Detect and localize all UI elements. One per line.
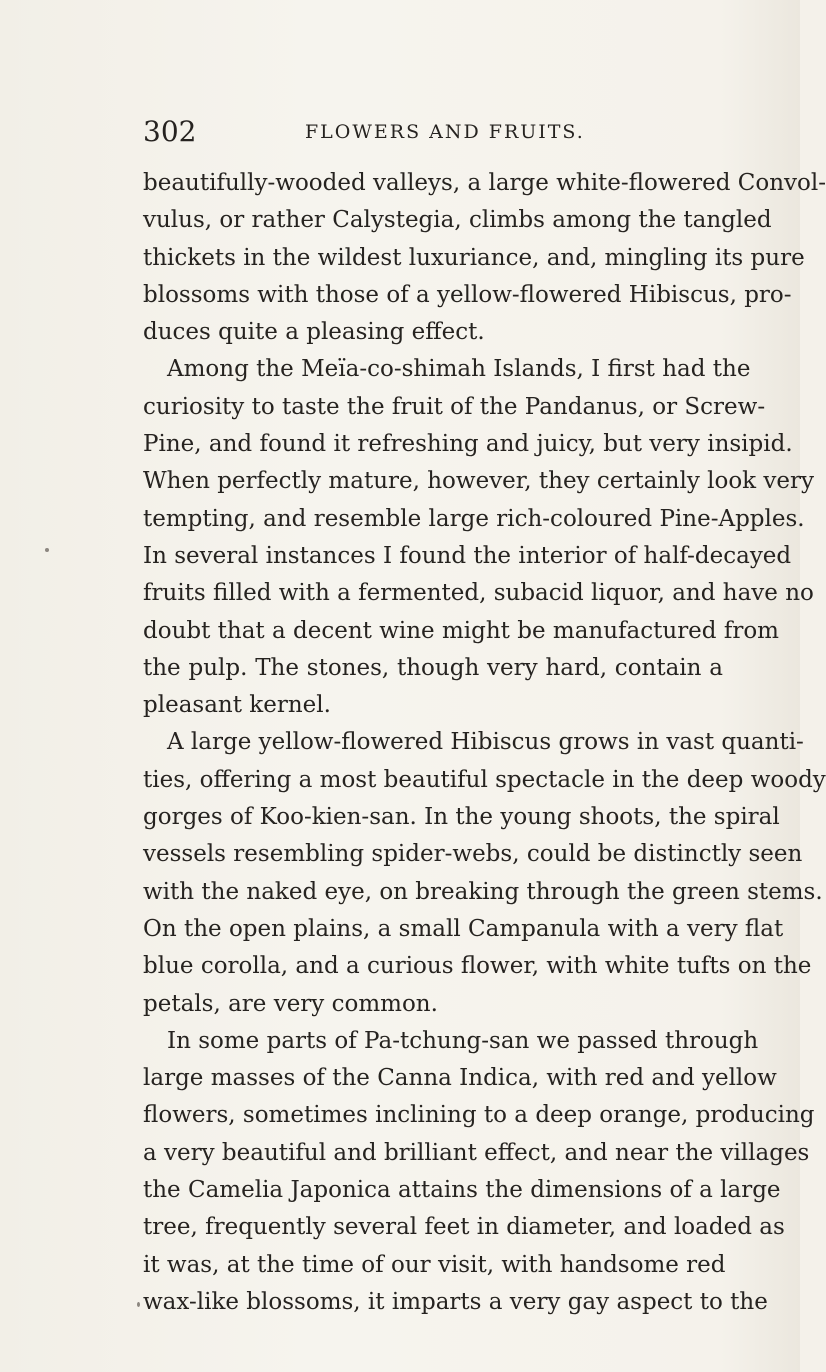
page-number: 302 <box>143 115 197 148</box>
paper-speck <box>45 548 49 552</box>
text-line: wax-like blossoms, it imparts a very gay aspect to the <box>143 1288 768 1315</box>
text-line: blossoms with those of a yellow-flowered Hibiscus, pro- <box>143 281 792 308</box>
text-line: doubt that a decent wine might be manufactured from <box>143 617 779 644</box>
text-line: ties, offering a most beautiful spectacle in the deep woody <box>143 766 826 793</box>
text-line: tempting, and resemble large rich-coloured Pine-Apples. <box>143 505 805 532</box>
text-line: petals, are very common. <box>143 990 438 1017</box>
text-line: it was, at the time of our visit, with handsome red <box>143 1251 726 1278</box>
text-line: Among the Meïa-co-shimah Islands, I first had the <box>167 356 751 383</box>
text-line: a very beautiful and brilliant effect, and near the villages <box>143 1139 810 1166</box>
body-text <box>143 165 826 1321</box>
text-line: the pulp. The stones, though very hard, contain a <box>143 654 723 681</box>
text-line: In some parts of Pa-tchung-san we passed through <box>167 1027 759 1054</box>
text-line: vessels resembling spider-webs, could be distinctly seen <box>143 841 803 868</box>
text-line: In several instances I found the interior of half-decayed <box>143 542 792 569</box>
text-line: with the naked eye, on breaking through the green stems. <box>143 878 823 905</box>
text-line: large masses of the Canna Indica, with red and yellow <box>143 1065 777 1092</box>
text-line: gorges of Koo-kien-san. In the young shoots, the spiral <box>143 804 780 831</box>
text-line: On the open plains, a small Campanula with a very flat <box>143 915 784 942</box>
text-line: curiosity to taste the fruit of the Pandanus, or Screw- <box>143 393 766 420</box>
text-line: When perfectly mature, however, they certainly look very <box>143 468 815 495</box>
text-line: fruits filled with a fermented, subacid liquor, and have no <box>143 580 814 607</box>
text-line: A large yellow-flowered Hibiscus grows in vast quanti- <box>167 729 804 756</box>
text-line: tree, frequently several feet in diameter, and loaded as <box>143 1214 785 1241</box>
running-head: FLOWERS AND FRUITS. <box>305 121 585 143</box>
paper-speck <box>137 1302 140 1307</box>
text-line: vulus, or rather Calystegia, climbs among the tangled <box>143 207 772 234</box>
text-line: flowers, sometimes inclining to a deep orange, producing <box>143 1102 815 1129</box>
text-line: the Camelia Japonica attains the dimensions of a large <box>143 1177 781 1204</box>
page-header <box>143 112 723 152</box>
text-line: Pine, and found it refreshing and juicy, but very insipid. <box>143 431 793 458</box>
text-line: duces quite a pleasing effect. <box>143 319 485 346</box>
text-line: pleasant kernel. <box>143 692 331 719</box>
text-line: beautifully-wooded valleys, a large white-flowered Convol- <box>143 170 826 196</box>
text-line: blue corolla, and a curious flower, with white tufts on the <box>143 953 812 980</box>
text-line: thickets in the wildest luxuriance, and, mingling its pure <box>143 244 805 271</box>
